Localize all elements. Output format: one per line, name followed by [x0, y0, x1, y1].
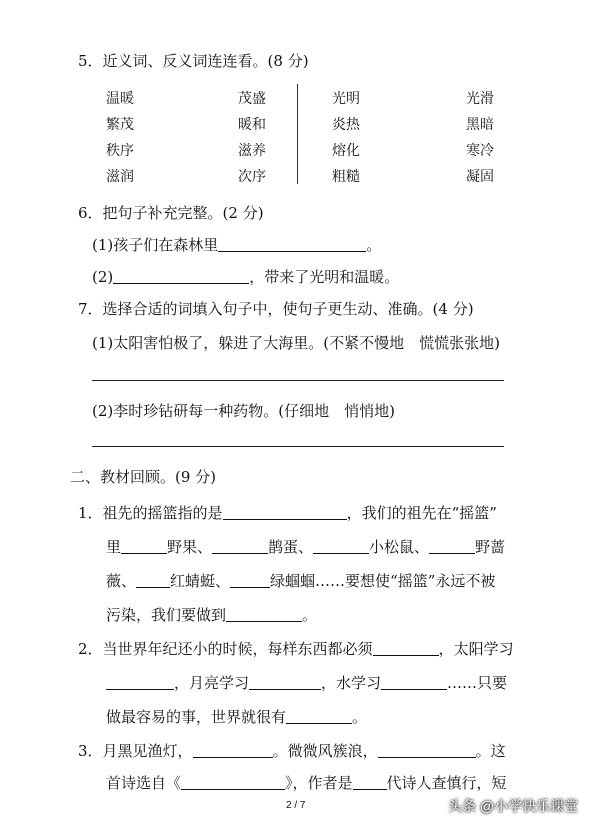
answer-blank[interactable] — [136, 573, 170, 588]
word: 凝固 — [466, 169, 494, 185]
column-divider — [297, 84, 298, 184]
text: 3． — [78, 742, 103, 760]
text: ，太阳学习 — [438, 640, 514, 658]
text: ，我们的祖先在“摇篮” — [346, 504, 497, 522]
text: 2． — [78, 640, 103, 658]
word: 暖和 — [238, 117, 266, 133]
q6-sentence-2 — [92, 266, 399, 287]
text: 1． — [78, 504, 103, 522]
s2-q1-line-1 — [78, 502, 497, 523]
answer-blank[interactable] — [373, 641, 439, 656]
word: 温暖 — [106, 91, 134, 107]
text: 月黑见渔灯， — [102, 742, 193, 760]
q5-title: 5．近义词、反义词连连看。(8 分) — [78, 52, 309, 70]
s2-q2-line-3 — [106, 706, 367, 727]
word: 黑暗 — [466, 117, 494, 133]
text: ……只要 — [447, 674, 508, 692]
answer-blank[interactable] — [313, 539, 369, 554]
text: 。微微风簇浪， — [272, 742, 378, 760]
word: 炎热 — [332, 117, 360, 133]
answer-blank[interactable] — [181, 775, 285, 790]
q7-title: 7．选择合适的词填入句子中，使句子更生动、准确。(4 分) — [78, 300, 474, 318]
text: (2) — [92, 268, 114, 286]
text: 》，作者是 — [285, 774, 353, 792]
word: 光明 — [332, 91, 360, 107]
text: 首诗选自《 — [106, 774, 182, 792]
text: 污染，我们要做到 — [106, 606, 227, 624]
answer-blank[interactable] — [429, 539, 475, 554]
answer-blank[interactable] — [212, 539, 268, 554]
text: 。 — [366, 236, 382, 254]
answer-line[interactable] — [92, 446, 504, 447]
text: 。 — [352, 708, 368, 726]
text: 薇、 — [106, 572, 137, 590]
word: 寒冷 — [466, 143, 494, 159]
s2-q3-line-2 — [106, 772, 507, 793]
q6-title: 6．把句子补充完整。(2 分) — [78, 204, 264, 222]
word: 秩序 — [106, 143, 134, 159]
q7-sentence-2: (2)李时珍钻研每一种药物。(仔细地 悄悄地) — [92, 402, 395, 420]
answer-blank[interactable] — [230, 573, 270, 588]
word: 光滑 — [466, 91, 494, 107]
text: 。这 — [475, 742, 506, 760]
answer-blank[interactable] — [223, 505, 347, 520]
page-number: 2 / 7 — [286, 800, 306, 811]
s2-q2-line-1 — [78, 638, 514, 659]
text: (1)孩子们在森林里 — [92, 236, 219, 254]
word: 茂盛 — [238, 91, 266, 107]
word: 滋养 — [238, 143, 266, 159]
s2-q1-line-2 — [106, 536, 505, 557]
text: 里 — [106, 538, 122, 556]
text: ，月亮学习 — [174, 674, 250, 692]
answer-blank[interactable] — [378, 743, 476, 758]
q7-sentence-1: (1)太阳害怕极了，躲进了大海里。(不紧不慢地 慌慌张张地) — [92, 334, 500, 352]
text: 。 — [302, 606, 318, 624]
word: 滋润 — [106, 169, 134, 185]
text: ，带来了光明和温暖。 — [249, 268, 400, 286]
text: 绿蝈蝈……要想使“摇篮”永远不被 — [270, 572, 496, 590]
answer-blank[interactable] — [249, 675, 321, 690]
watermark: 头条 @小学快乐课堂 — [448, 798, 579, 814]
word: 熔化 — [332, 143, 360, 159]
answer-blank[interactable] — [226, 607, 302, 622]
answer-blank[interactable] — [193, 743, 273, 758]
text: 野蔷 — [475, 538, 506, 556]
text: 鹊蛋、 — [268, 538, 314, 556]
answer-blank[interactable] — [286, 709, 352, 724]
section2-title: 二、教材回顾。(9 分) — [70, 468, 217, 486]
q6-sentence-1 — [92, 234, 381, 255]
answer-line[interactable] — [92, 380, 504, 381]
s2-q2-line-2 — [106, 672, 507, 693]
answer-blank[interactable] — [113, 269, 249, 284]
answer-blank[interactable] — [218, 237, 366, 252]
text: 代诗人查慎行，短 — [386, 774, 507, 792]
answer-blank[interactable] — [121, 539, 167, 554]
answer-blank[interactable] — [381, 675, 447, 690]
text: 祖先的摇篮指的是 — [102, 504, 223, 522]
answer-blank[interactable] — [106, 675, 174, 690]
text: ，水学习 — [321, 674, 382, 692]
word: 繁茂 — [106, 117, 134, 133]
answer-blank[interactable] — [353, 775, 387, 790]
word: 粗糙 — [332, 169, 360, 185]
text: 小松鼠、 — [369, 538, 430, 556]
word: 次序 — [238, 169, 266, 185]
s2-q1-line-4 — [106, 604, 317, 625]
text: 野果、 — [167, 538, 213, 556]
s2-q1-line-3 — [106, 570, 495, 591]
text: 当世界年纪还小的时候，每样东西都必须 — [102, 640, 373, 658]
s2-q3-line-1 — [78, 740, 506, 761]
text: 做最容易的事，世界就很有 — [106, 708, 287, 726]
text: 红蜻蜓、 — [170, 572, 231, 590]
